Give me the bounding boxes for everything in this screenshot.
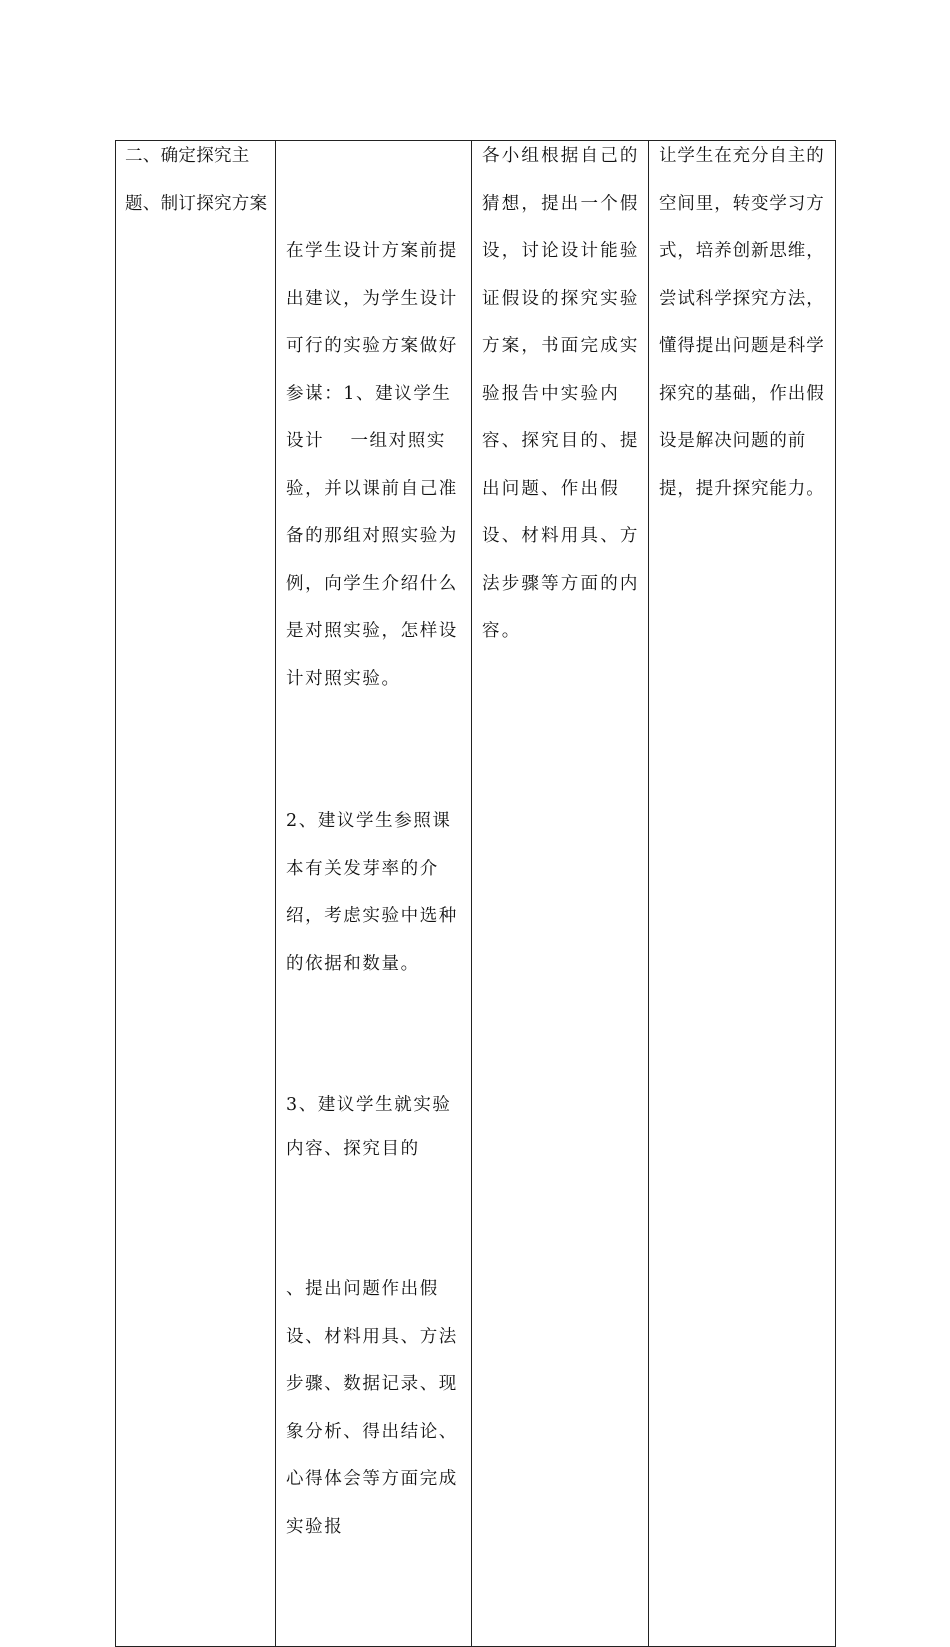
student-activity-text: 各小组根据自己的猜想，提出一个假设，讨论设计能验证假设的探究实验方案，书面完成实验报告中实验内容、探究目的、提出问题、作出假设、材料用具、方法步骤等方面的内容。 bbox=[482, 146, 640, 641]
step-cell bbox=[116, 141, 276, 1647]
table-row bbox=[116, 141, 836, 1647]
teacher-paragraph-3: 3、建议学生就实验内容、探究目的 bbox=[286, 1095, 452, 1159]
step-text: 二、确定探究主题、制订探究方案 bbox=[125, 146, 268, 214]
teacher-paragraph-2: 2、建议学生参照课本有关发芽率的介绍，考虑实验中选种的依据和数量。 bbox=[286, 811, 458, 974]
lesson-plan-table bbox=[115, 140, 836, 1647]
teacher-paragraph-4: 、提出问题作出假设、材料用具、方法步骤、数据记录、现象分析、得出结论、心得体会等方面完成实验报 bbox=[286, 1279, 458, 1537]
teacher-paragraph-1: 在学生设计方案前提出建议，为学生设计可行的实验方案做好参谋：1、建议学生设计 一组对照实验，并以课前自己准备的那组对照实验为例，向学生介绍什么是对照实验，怎样设计对照实验。 bbox=[286, 241, 458, 689]
design-intent-text: 让学生在充分自主的空间里，转变学习方式，培养创新思维，尝试科学探究方法，懂得提出问题是科学探究的基础，作出假设是解决问题的前提，提升探究能力。 bbox=[659, 146, 825, 499]
design-intent-cell bbox=[649, 141, 836, 1647]
teacher-activity-cell bbox=[276, 141, 472, 1647]
student-activity-cell bbox=[472, 141, 649, 1647]
